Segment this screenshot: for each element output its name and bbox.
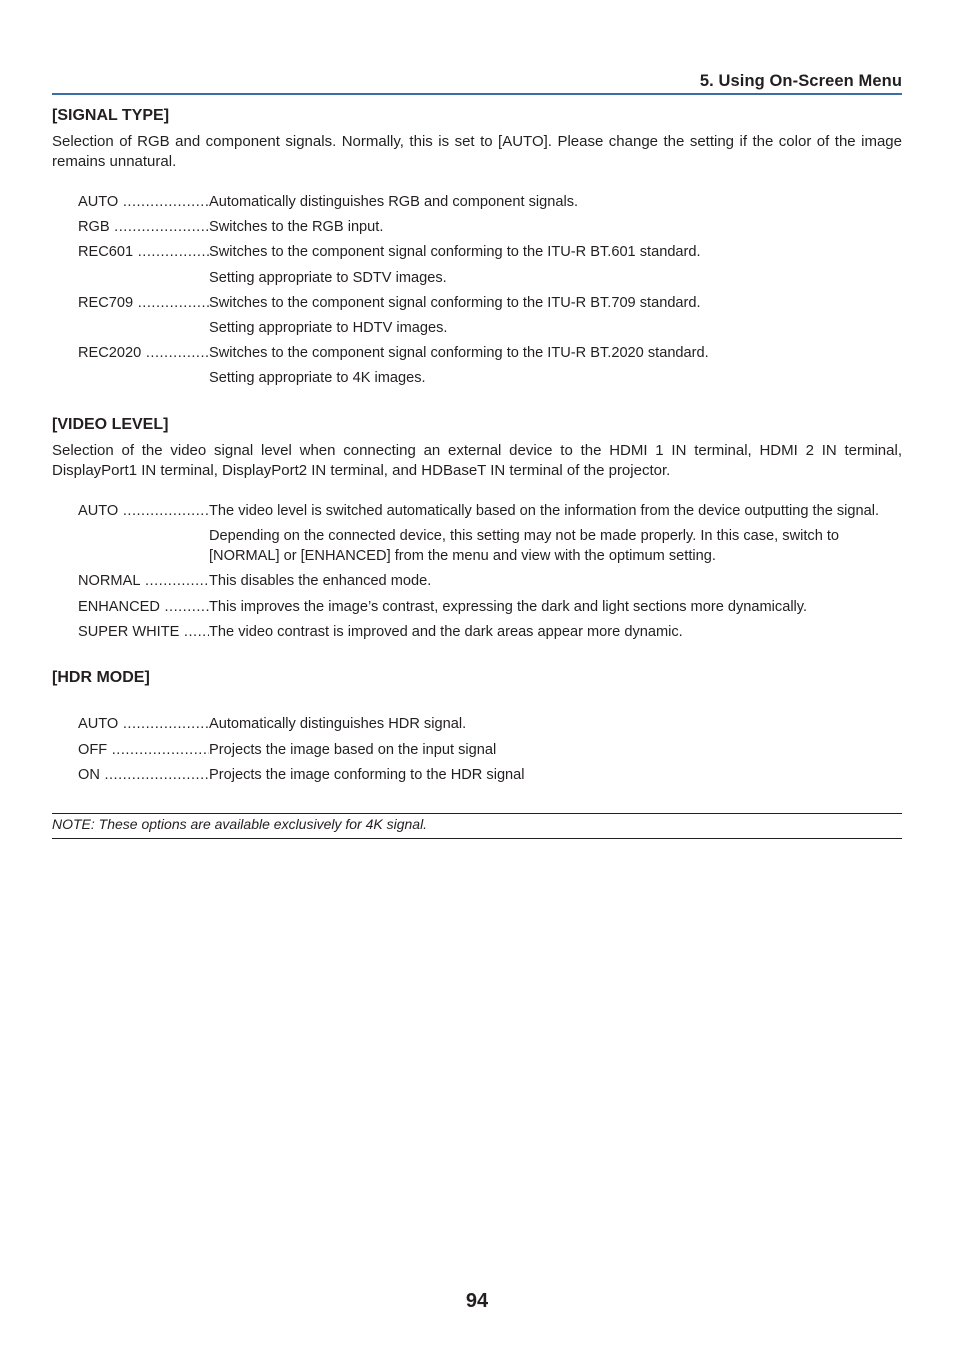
option-name: REC709 ..... (78, 293, 209, 313)
signal-type-description: Selection of RGB and component signals. Normally, this is set to [AUTO]. Please change the setting if the color of the image remains unnatural. (52, 133, 902, 170)
option-continuation: Setting appropriate to 4K images. (209, 370, 426, 386)
option-name: NORMAL ..... (78, 571, 209, 591)
option-name: AUTO ..... (78, 714, 209, 734)
option-description: Switches to the component signal conforming to the ITU-R BT.709 standard. (209, 295, 701, 311)
option-description: Projects the image based on the input signal (209, 742, 497, 758)
option-description: This disables the enhanced mode. (209, 573, 432, 589)
hdr-mode-heading: [HDR MODE] (52, 669, 150, 686)
option-continuation: Setting appropriate to SDTV images. (209, 270, 447, 286)
video-level-heading: [VIDEO LEVEL] (52, 416, 169, 433)
option-continuation: Depending on the connected device, this setting may not be made properly. In this case, switch to [NORMAL] or [ENHANCED] from the menu and view with the optimum setting. (209, 528, 840, 564)
option-name: SUPER WHITE ..... (78, 622, 209, 642)
option-description: The video level is switched automatically based on the information from the device outputting the signal. (209, 503, 880, 519)
option-name: ON ..... (78, 765, 209, 785)
option-description: Switches to the component signal conforming to the ITU-R BT.2020 standard. (209, 345, 709, 361)
option-name: AUTO ..... (78, 192, 209, 212)
option-description: The video contrast is improved and the dark areas appear more dynamic. (209, 624, 683, 640)
option-description: This improves the image’s contrast, expressing the dark and light sections more dynamically. (209, 599, 808, 615)
option-description: Switches to the RGB input. (209, 219, 384, 235)
note-box (52, 813, 902, 839)
option-name: REC2020 ..... (78, 343, 209, 363)
signal-type-heading: [SIGNAL TYPE] (52, 107, 170, 124)
option-name: AUTO ..... (78, 501, 209, 521)
chapter-title: 5. Using On-Screen Menu (699, 72, 902, 90)
option-name: REC601 ..... (78, 242, 209, 262)
option-description: Automatically distinguishes RGB and component signals. (209, 194, 579, 210)
option-name: ENHANCED ..... (78, 597, 209, 617)
video-level-description: Selection of the video signal level when connecting an external device to the HDMI 1 IN terminal, HDMI 2 IN terminal, DisplayPort1 IN terminal, DisplayPort2 IN terminal, and HDBaseT IN terminal of the projector. (52, 442, 902, 479)
option-description: Projects the image conforming to the HDR signal (209, 767, 525, 783)
page-number: 94 (465, 1290, 489, 1312)
option-continuation: Setting appropriate to HDTV images. (209, 320, 448, 336)
option-description: Switches to the component signal conforming to the ITU-R BT.601 standard. (209, 244, 701, 260)
option-name: RGB ..... (78, 217, 209, 237)
option-description: Automatically distinguishes HDR signal. (209, 716, 467, 732)
note-text: NOTE: These options are available exclusively for 4K signal. (52, 816, 428, 832)
option-name: OFF ..... (78, 740, 209, 760)
page-header (52, 71, 902, 95)
